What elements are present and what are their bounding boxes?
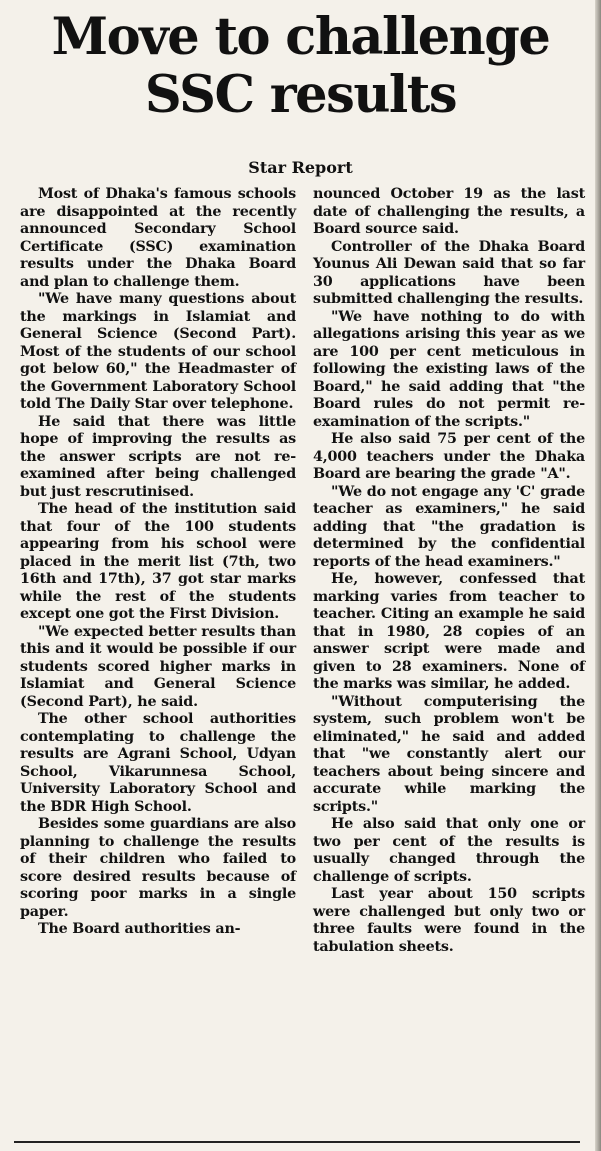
headline-line-2: SSC results — [144, 65, 457, 125]
paragraph: Controller of the Dhaka Board Younus Ali Dewan said that so far 30 applications have been submitted challenging the results. — [313, 238, 585, 307]
paragraph: Most of Dhaka's famous schools are disappointed at the recently announced Secondary School Certificate (SSC) examination results under the Dhaka Board and plan to challenge them. — [20, 186, 296, 290]
paragraph: "We do not engage any 'C' grade teacher as examiners," he said adding that "the gradation is determined by the confidential reports of the head examiners." — [313, 483, 585, 570]
article-column-right — [313, 186, 585, 956]
paragraph: "Without computerising the system, such problem won't be eliminated," he said and added that "we constantly alert our teachers about being sincere and accurate while marking the scripts." — [313, 693, 585, 815]
paragraph: Last year about 150 scripts were challenged but only two or three faults were found in the tabulation sheets. — [313, 886, 585, 955]
paragraph: The other school authorities contemplating to challenge the results are Agrani School, Udyan School, Vikarunnesa School, University Laboratory School and the BDR High School. — [20, 711, 296, 815]
headline — [0, 8, 601, 124]
paragraph: The Board authorities an- — [38, 921, 241, 937]
paragraph: He, however, confessed that marking varies from teacher to teacher. Citing an example he said that in 1980, 28 copies of an answer script were made and given to 28 examiners. None of the marks was similar, he added. — [313, 571, 585, 692]
paragraph: "We have nothing to do with allegations arising this year as we are 100 per cent meticulous in following the existing laws of the Board," he said adding that "the Board rules do not permit re-examination of the scripts." — [313, 308, 585, 430]
paragraph: "We have many questions about the markings in Islamiat and General Science (Second Part). Most of the students of our school got below 60," the Headmaster of the Government Laboratory School told The Daily Star over telephone. — [20, 291, 296, 412]
paragraph: The head of the institution said that four of the 100 students appearing from his school were placed in the merit list (7th, two 16th and 17th), 37 got star marks while the rest of the students except one got the First Division. — [20, 501, 296, 622]
paragraph: "We expected better results than this and it would be possible if our students scored higher marks in Islamiat and General Science (Second Part), he said. — [20, 623, 296, 710]
paragraph: Besides some guardians are also planning to challenge the results of their children who failed to score desired results because of scoring poor marks in a single paper. — [20, 816, 296, 920]
page-edge — [595, 0, 601, 1151]
headline-line-1: Move to challenge — [51, 7, 550, 67]
bottom-rule — [14, 1141, 580, 1143]
paragraph-continued: nounced October 19 as the last date of challenging the results, a Board source said. — [313, 186, 585, 237]
paragraph: He said that there was little hope of improving the results as the answer scripts are not re-examined after being challenged but just rescrutinised. — [20, 413, 296, 500]
byline: Star Report — [248, 158, 353, 177]
paragraph: He also said 75 per cent of the 4,000 teachers under the Dhaka Board are bearing the grade "A". — [313, 431, 585, 482]
article-column-left — [20, 186, 296, 939]
paragraph: He also said that only one or two per cent of the results is usually changed through the challenge of scripts. — [313, 816, 585, 885]
